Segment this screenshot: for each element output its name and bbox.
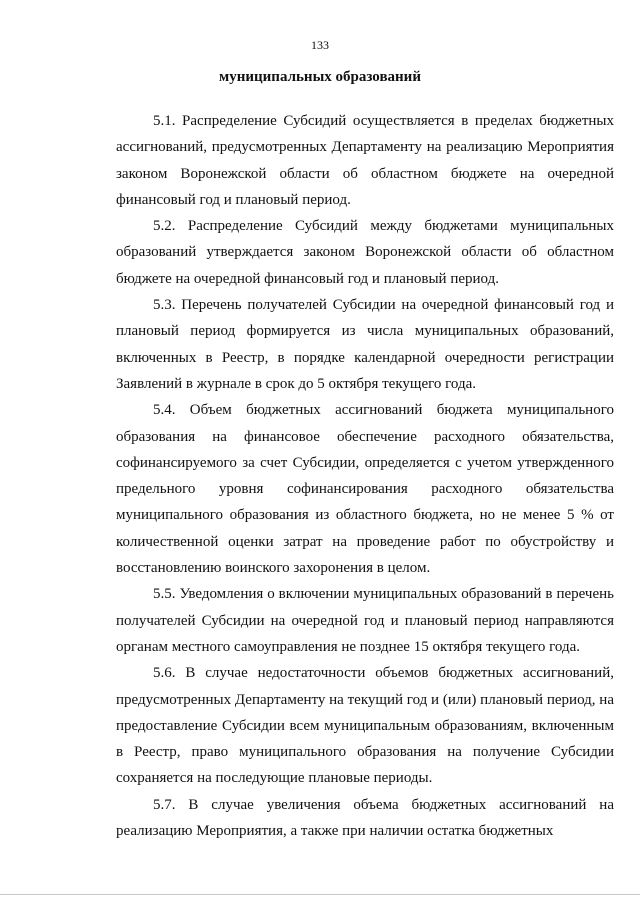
paragraph-5-4: 5.4. Объем бюджетных ассигнований бюджета муниципального образования на финансовое обеспечение расходного обязательства, софинансируемого за счет Субсидии, определяется с учетом утвержденного предельного уровня софинансирования расходного обязательства муниципального образования из областного бюджета, но не менее 5 % от количественной оценки затрат на проведение работ по обустройству и восстановлению воинского захоронения в целом. — [116, 402, 614, 577]
paragraph-5-1: 5.1. Распределение Субсидий осуществляется в пределах бюджетных ассигнований, предусмотренных Департаменту на реализацию Мероприятия законом Воронежской области об областном бюджете на очередной финансовый год и плановый период. — [116, 113, 614, 208]
page-number: 133 — [311, 38, 329, 52]
paragraph-5-3: 5.3. Перечень получателей Субсидии на очередной финансовый год и плановый период формируется из числа муниципальных образований, включенных в Реестр, в порядке календарной очередности регистрации Заявлений в журнале в срок до 5 октября текущего года. — [116, 297, 614, 392]
paragraph-5-5: 5.5. Уведомления о включении муниципальных образований в перечень получателей Субсидии на очередной год и плановый период направляются органам местного самоуправления не позднее 15 октября текущего года. — [116, 586, 614, 655]
section-heading: муниципальных образований — [219, 69, 421, 85]
paragraph-5-6: 5.6. В случае недостаточности объемов бюджетных ассигнований, предусмотренных Департаменту на текущий год и (или) плановый период, на предоставление Субсидии всем муниципальным образованиям, включенным в Реестр, право муниципального образования на получение Субсидии сохраняется на последующие плановые периоды. — [116, 665, 614, 787]
paragraph-5-2: 5.2. Распределение Субсидий между бюджетами муниципальных образований утверждается законом Воронежской области об областном бюджете на очередной финансовый год и плановый период. — [116, 218, 614, 287]
page-bottom-edge — [0, 894, 640, 895]
paragraph-5-7: 5.7. В случае увеличения объема бюджетных ассигнований на реализацию Мероприятия, а также при наличии остатка бюджетных — [116, 796, 614, 840]
document-body — [116, 108, 614, 844]
